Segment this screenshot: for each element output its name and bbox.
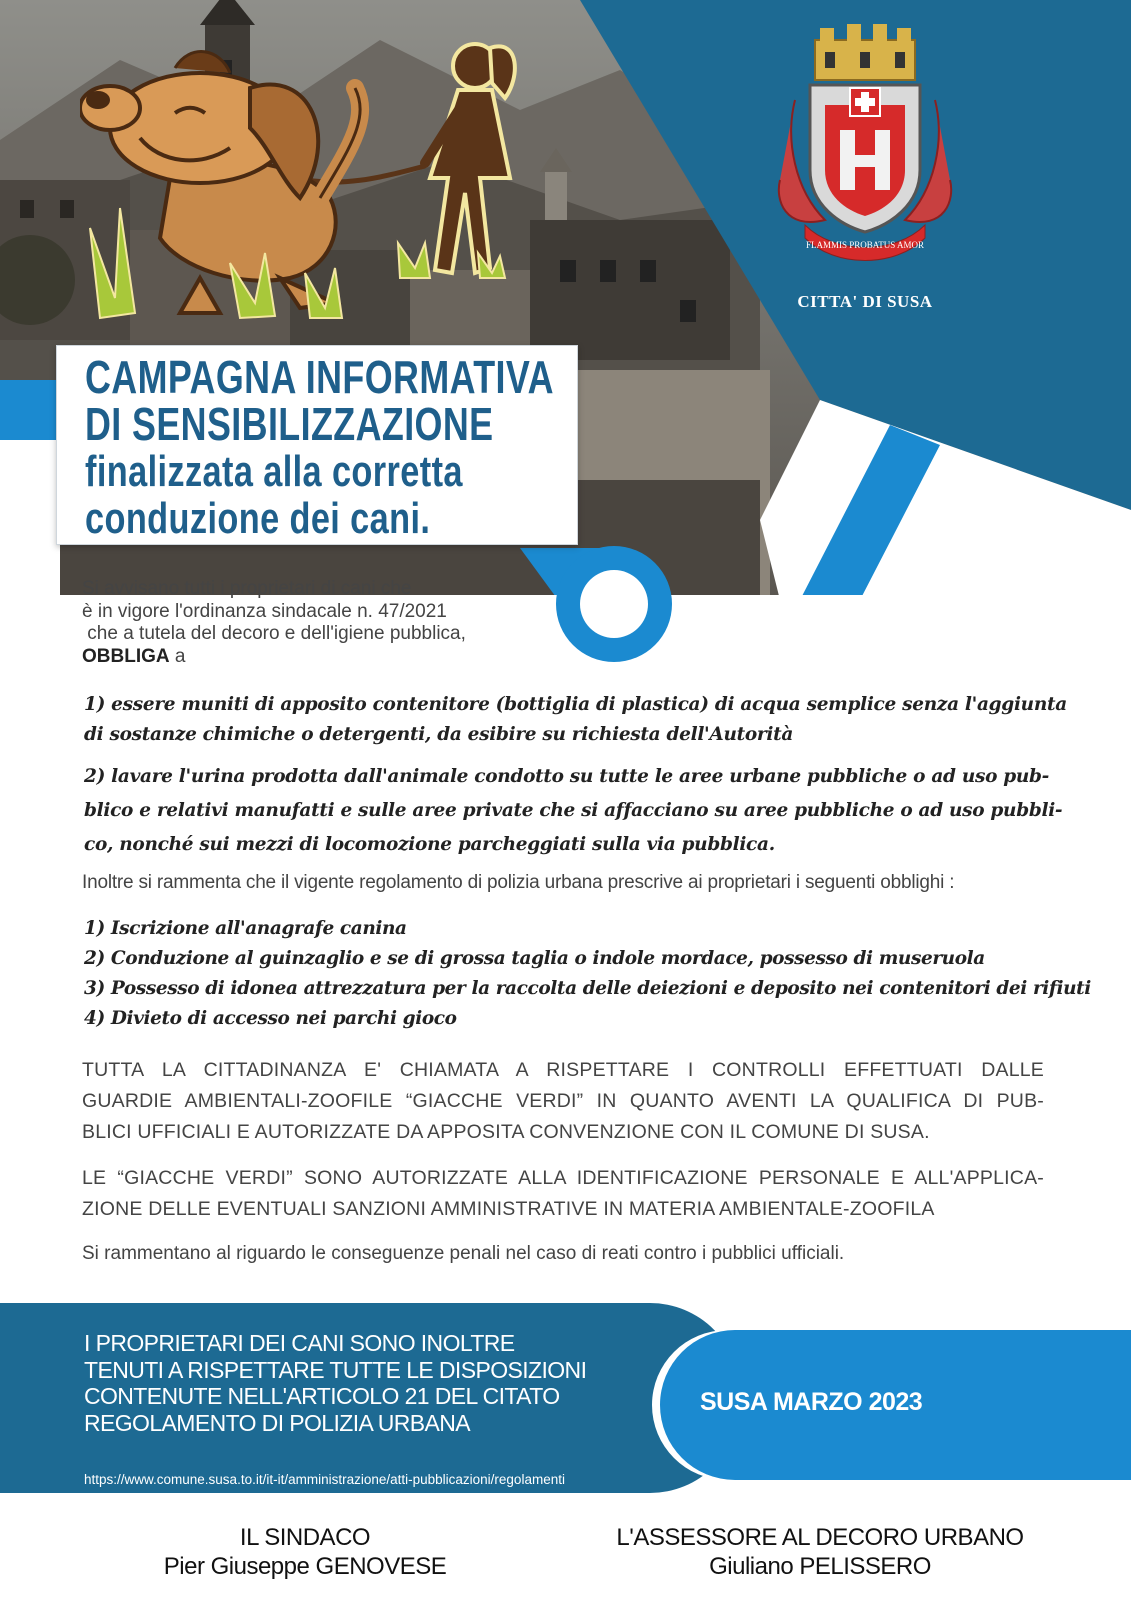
title-line-1: CAMPAGNA INFORMATIVA: [85, 351, 554, 403]
duty-item: 1) Iscrizione all'anagrafe canina: [84, 918, 407, 939]
notice-2-line-2: ZIONE DELLE EVENTUALI SANZIONI AMMINISTRATIVE IN MATERIA AMBIENTALE-ZOOFILA: [82, 1198, 935, 1220]
obbliga-label: OBBLIGA: [82, 645, 170, 667]
title-line-3: finalizzata alla corretta: [85, 447, 463, 496]
mayor-signature: [140, 1523, 470, 1581]
regulation-intro: Inoltre si rammenta che il vigente regolamento di polizia urbana prescrive ai proprietari i seguenti obblighi :: [82, 872, 955, 893]
mayor-role: IL SINDACO: [239, 1524, 371, 1551]
city-label: CITTA' DI SUSA: [797, 292, 933, 311]
notice-1-line-3: BLICI UFFICIALI E AUTORIZZATE DA APPOSITA CONVENZIONE CON IL COMUNE DI SUSA.: [82, 1121, 930, 1143]
councillor-name: Giuliano PELISSERO: [709, 1553, 931, 1580]
notice-1-line-2: GUARDIE AMBIENTALI-ZOOFILE “GIACCHE VERDI” IN QUANTO AVENTI LA QUALIFICA DI PUB-: [82, 1090, 1044, 1112]
mayor-name: Pier Giuseppe GENOVESE: [163, 1553, 447, 1580]
obligation-2-line-2: blico e relativi manufatti e sulle aree private che si affacciano su aree pubbliche o ad uso pubbli-: [84, 800, 1063, 821]
intro-line-2: è in vigore l'ordinanza sindacale n. 47/2021: [82, 600, 447, 622]
notice-1-line-1: TUTTA LA CITTADINANZA E' CHIAMATA A RISPETTARE I CONTROLLI EFFETTUATI DALLE: [82, 1059, 1044, 1081]
bottom-info-text: [84, 1330, 586, 1436]
councillor-role: L'ASSESSORE AL DECORO URBANO: [616, 1524, 1024, 1551]
notice-citizens: [82, 1055, 1044, 1148]
regulations-url[interactable]: https://www.comune.susa.to.it/it-it/amministrazione/atti-pubblicazioni/regolamenti: [84, 1472, 565, 1487]
bottom-line-3: CONTENUTE NELL'ARTICOLO 21 DEL CITATO: [84, 1383, 560, 1409]
duty-item: 3) Possesso di idonea attrezzatura per la raccolta delle deiezioni e deposito nei contenitori dei rifiuti: [84, 978, 1091, 999]
duties-list: [84, 914, 1091, 1034]
obligation-2-line-3: co, nonché sui mezzi di locomozione parcheggiati sulla via pubblica.: [84, 834, 775, 855]
obligation-2-line-1: 2) lavare l'urina prodotta dall'animale condotto su tutte le aree urbane pubbliche o ad uso pub-: [84, 766, 1050, 787]
campaign-title-box: [56, 345, 578, 545]
notice-giacche-verdi: [82, 1163, 1044, 1225]
obligation-1-line-1: 1) essere muniti di apposito contenitore (bottiglia di plastica) di acqua semplice senza l'aggiunta: [84, 694, 1067, 715]
intro-line-3: che a tutela del decoro e dell'igiene pubblica,: [82, 623, 466, 644]
obligation-1: [84, 690, 1084, 750]
intro-line-1: Si avvisano tutti i proprietari di cani che: [82, 578, 412, 599]
date-label: SUSA MARZO 2023: [700, 1388, 923, 1416]
girl-silhouette: [425, 44, 515, 273]
notice-2-line-1: LE “GIACCHE VERDI” SONO AUTORIZZATE ALLA IDENTIFICAZIONE PERSONALE E ALL'APPLICA-: [82, 1167, 1044, 1189]
councillor-signature: [590, 1523, 1050, 1581]
duty-item: 2) Conduzione al guinzaglio e se di grossa taglia o indole mordace, possesso di museruola: [84, 948, 985, 969]
bottom-line-2: TENUTI A RISPETTARE TUTTE LE DISPOSIZIONI: [84, 1356, 587, 1383]
title-line-2: DI SENSIBILIZZAZIONE: [85, 398, 494, 450]
crown-icon: [815, 24, 915, 80]
bottom-line-4: REGOLAMENTO DI POLIZIA URBANA: [84, 1409, 471, 1436]
intro-paragraph: [82, 578, 466, 668]
duty-item: 4) Divieto di accesso nei parchi gioco: [84, 1008, 457, 1029]
intro-a: a: [169, 645, 186, 667]
motto-text: FLAMMIS PROBATUS AMOR: [805, 240, 925, 250]
obligation-2: [84, 760, 1084, 862]
title-line-4: conduzione dei cani.: [85, 494, 431, 543]
bottom-line-1: I PROPRIETARI DEI CANI SONO INOLTRE: [84, 1330, 515, 1356]
dog-and-girl-illustration: [80, 28, 540, 338]
left-strip: [0, 380, 60, 440]
penal-reminder: Si rammentano al riguardo le conseguenze penali nel caso di reati contro i pubblici ufficiali.: [82, 1243, 845, 1264]
city-coat-of-arms: [775, 20, 955, 270]
obligation-1-line-2: di sostanze chimiche o detergenti, da esibire su richiesta dell'Autorità: [84, 724, 794, 745]
